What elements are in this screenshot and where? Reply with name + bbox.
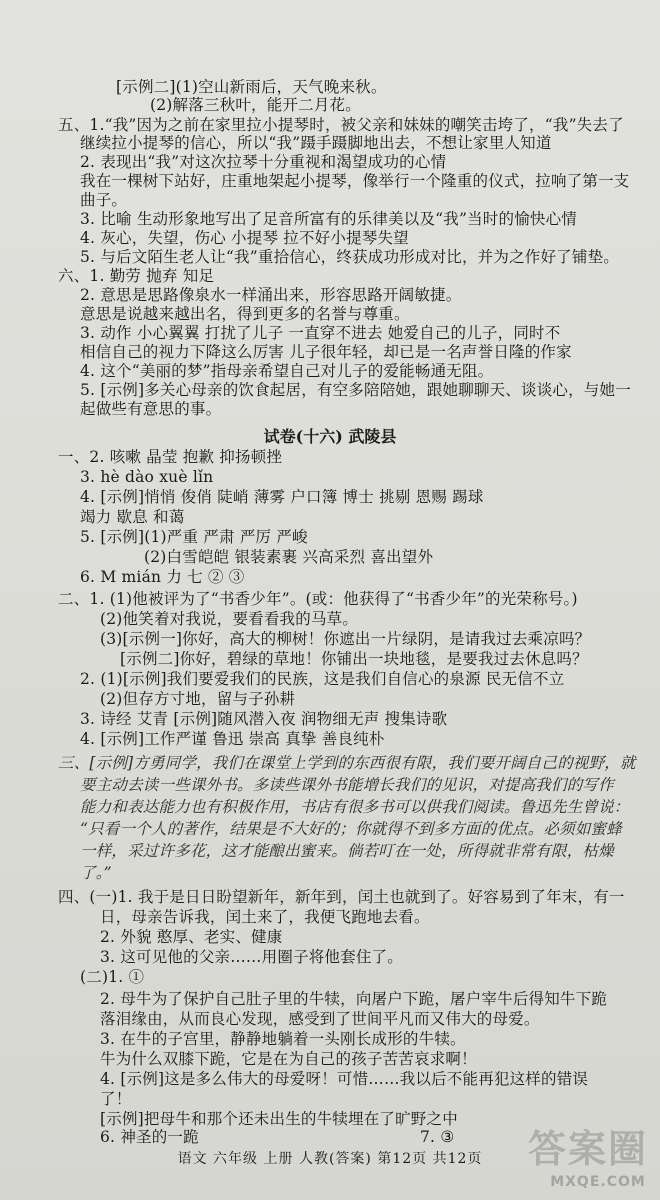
text-line: 3. hè dào xuè lǐn (80, 468, 214, 486)
text-line: 要主动去读一些课外书。多读些课外书能增长我们的见识，对提高我们的写作 (80, 776, 614, 794)
text-line: 2. 母牛为了保护自己肚子里的牛犊，向屠户下跪，屠户宰牛后得知牛下跪 (100, 990, 608, 1008)
text-line: 2. (1)[示例]我们要爱我们的民族，这是我们自信心的泉源 民无信不立 (80, 670, 565, 688)
text-line: 曲子。 (80, 191, 128, 209)
text-line: 了！ (100, 1090, 132, 1108)
text-line: (3)[示例一]你好，高大的柳树！你遮出一片绿阴，是请我过去乘凉吗？ (100, 630, 591, 648)
text-line: “只看一个人的著作，结果是不大好的；你就得不到多方面的优点。必须如蜜蜂 (80, 820, 622, 838)
text-line: 相信自己的视力下降这么厉害 儿子很年轻，却已是一名声誉日隆的作家 (80, 343, 572, 361)
text-line: [示例二]你好，碧绿的草地！你铺出一块地毯，是要我过去休息吗？ (120, 650, 588, 668)
text-line: 三、[示例]方勇同学，我们在课堂上学到的东西很有限，我们要开阔自己的视野，就 (58, 754, 636, 772)
text-line: 5. [示例](1)严重 严肃 严厉 严峻 (80, 528, 308, 546)
text-line: [示例二](1)空山新雨后，天气晚来秋。 (116, 78, 387, 96)
text-line: 3. 动作 小心翼翼 打扰了儿子 一直穿不进去 她爱自己的儿子，同时不 (80, 324, 561, 342)
text-line: 3. 在牛的子宫里，静静地躺着一头刚长成形的牛犊。 (100, 1030, 466, 1048)
text-line: [示例]把母牛和那个还未出生的牛犊埋在了旷野之中 (100, 1110, 458, 1128)
text-line: 落泪缘由，从而良心发现，感受到了世间平凡而又伟大的母爱。 (100, 1010, 540, 1028)
text-line: 7. ③ (420, 1128, 455, 1146)
text-line: 能力和表达能力也有积极作用，书店有很多书可以供我们阅读。鲁迅先生曾说： (80, 798, 630, 816)
text-line: 继续拉小提琴的信心，所以“我”蹑手蹑脚地出去，不想让家里人知道 (80, 134, 552, 152)
text-line: 5. 与后文陌生老人让“我”重拾信心，终获成功形成对比，并为之作好了铺垫。 (80, 248, 619, 266)
text-line: 我在一棵树下站好，庄重地架起小提琴，像举行一个隆重的仪式，拉响了第一支 (80, 172, 630, 190)
text-line: 四、(一)1. 我于是日日盼望新年，新年到，闰土也就到了。好容易到了年末，有一 (58, 888, 625, 906)
text-line: 4. [示例]悄悄 俊俏 陡峭 薄雾 户口簿 博士 挑剔 恩赐 踢球 (80, 488, 484, 506)
watermark-logo: 答案圈 (527, 1127, 648, 1171)
text-line: 4. 这个“美丽的梦”指母亲希望自己对儿子的爱能畅通无阻。 (80, 362, 494, 380)
page-footer: 语文 六年级 上册 人教(答案) 第12页 共12页 (177, 1151, 483, 1167)
text-line: 意思是说越来越出名，得到更多的名誉与尊重。 (80, 305, 410, 323)
text-line: 一样，采过许多花，这才能酿出蜜来。倘若叮在一处，所得就非常有限，枯燥 (80, 842, 614, 860)
text-line: 2. 意思是思路像泉水一样涌出来，形容思路开阔敏捷。 (80, 286, 462, 304)
text-line: 3. 诗经 艾青 [示例]随风潜入夜 润物细无声 搜集诗歌 (80, 710, 448, 728)
section-title: 试卷(十六) 武陵县 (263, 427, 397, 446)
text-line: 6. M mián 力 七 ② ③ (80, 568, 245, 586)
text-line: 3. 这可见他的父亲……用圈子将他套住了。 (100, 948, 403, 966)
text-line: 一、2. 咳嗽 晶莹 抱歉 抑扬顿挫 (58, 448, 283, 466)
text-line: 二、1. (1)他被评为了“书香少年”。(或：他获得了“书香少年”的光荣称号。) (58, 590, 578, 608)
watermark-url: MXQE.COM (550, 1174, 646, 1190)
text-line: 日，母亲告诉我，闰土来了，我便飞跑地去看。 (100, 908, 430, 926)
text-line: 五、1.“我”因为之前在家里拉小提琴时，被父亲和妹妹的嘲笑击垮了，“我”失去了 (58, 116, 624, 134)
text-line: 5. [示例]多关心母亲的饮食起居，有空多陪陪她，跟她聊聊天、谈谈心，与她一 (80, 381, 631, 399)
text-line: 2. 外貌 憨厚、老实、健康 (100, 928, 283, 946)
text-line: 4. [示例]工作严谨 鲁迅 崇高 真挚 善良纯朴 (80, 730, 385, 748)
text-line: 竭力 歇息 和蔼 (80, 508, 185, 526)
text-line: 3. 比喻 生动形象地写出了足音所富有的乐律美以及“我”当时的愉快心情 (80, 210, 577, 228)
text-line: (2)白雪皑皑 银装素裹 兴高采烈 喜出望外 (144, 548, 434, 566)
text-line: (二)1. ① (80, 968, 145, 986)
text-line: (2)他笑着对我说，要看看我的马草。 (100, 610, 359, 628)
text-line: 起做些有意思的事。 (80, 400, 222, 418)
text-line: 牛为什么双膝下跪，它是在为自己的孩子苦苦哀求啊！ (100, 1050, 477, 1068)
text-line: (2)解落三秋叶，能开二月花。 (150, 96, 361, 114)
text-line: 4. 灰心，失望，伤心 小提琴 拉不好小提琴失望 (80, 229, 409, 247)
text-line: (2)但存方寸地，留与子孙耕 (100, 690, 296, 708)
text-line: 6. 神圣的一跪 (100, 1128, 199, 1146)
text-line: 六、1. 勤劳 抛弃 知足 (58, 267, 215, 285)
text-line: 2. 表现出“我”对这次拉琴十分重视和渴望成功的心情 (80, 153, 447, 171)
text-line: 4. [示例]这是多么伟大的母爱呀！可惜……我以后不能再犯这样的错误 (100, 1070, 589, 1088)
text-line: 了。” (80, 864, 112, 882)
